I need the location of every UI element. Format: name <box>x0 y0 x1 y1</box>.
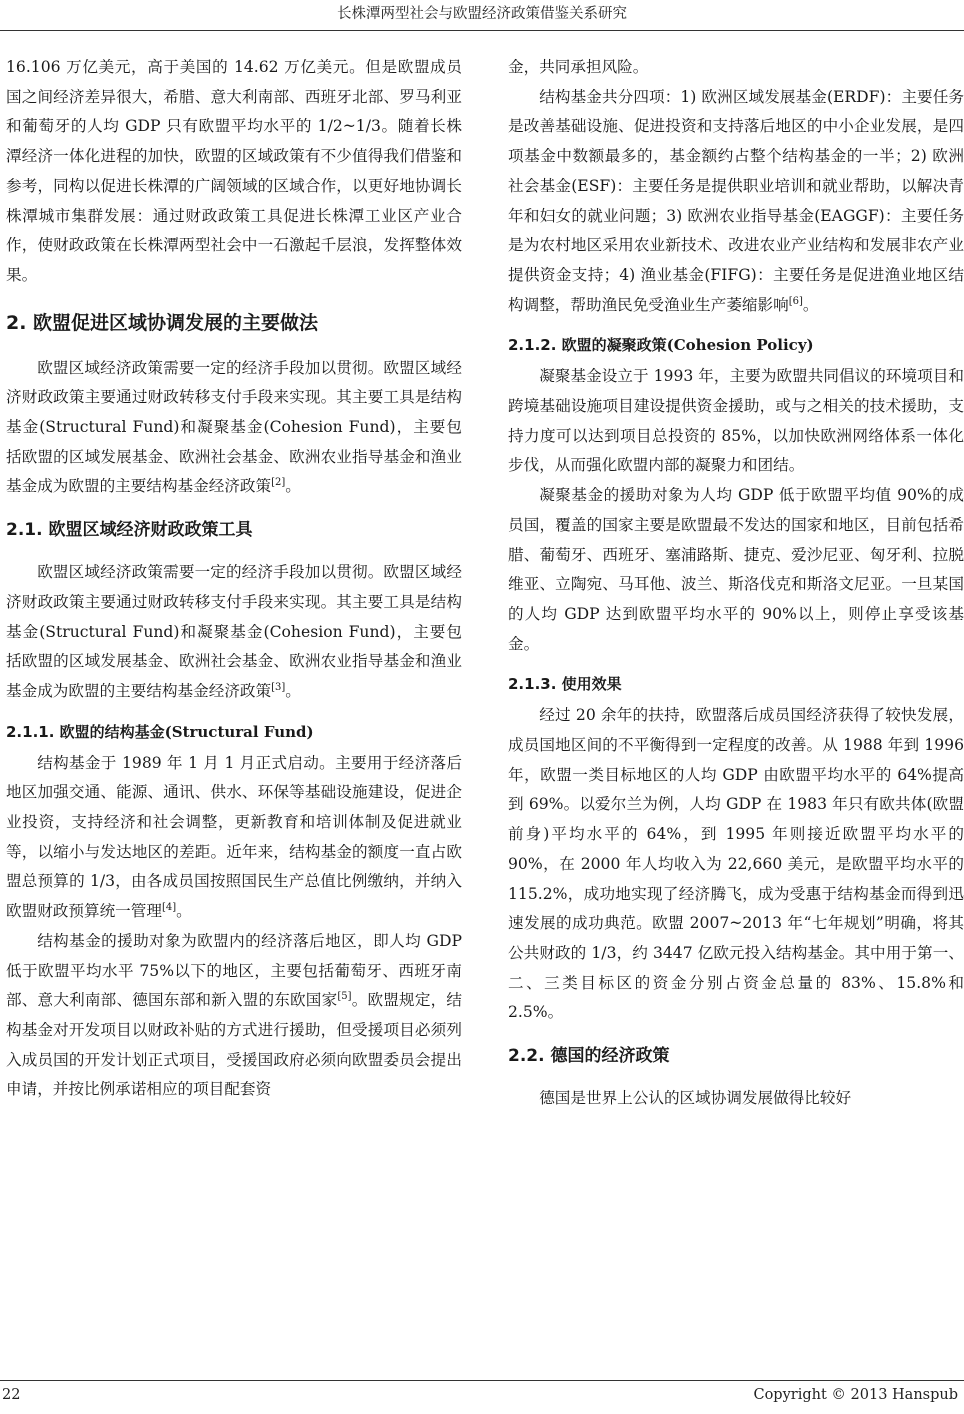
paragraph-structural-fund-intro <box>6 749 462 927</box>
section-heading-2: 2. 欧盟促进区域协调发展的主要做法 <box>6 311 319 334</box>
copyright-notice: Copyright © 2013 Hanspub <box>753 1387 958 1403</box>
section-heading-2-1-3: 2.1.3. 使用效果 <box>508 675 622 694</box>
citation-ref: [3] <box>271 681 286 693</box>
paragraph-end: 。 <box>176 902 192 921</box>
paragraph-section-2-1 <box>6 558 462 707</box>
citation-ref: [6] <box>788 295 803 307</box>
footer-rule <box>0 1380 964 1381</box>
heading-cn: 2.1.2. 欧盟的凝聚政策 <box>508 336 667 355</box>
paragraph-text: 欧盟区域经济政策需要一定的经济手段加以贯彻。欧盟区域经济财政政策主要通过财政转移支付手段来实现。其主要工具是结构基金(Structural Fund)和凝聚基金(Cohesion Fund)，主要包括欧盟的区域发展基金、欧洲社会基金、欧洲农业指导基金和渔业基金成为欧盟的主要结构基金经济政策 <box>6 563 462 700</box>
paragraph-cohesion-fund-intro: 凝聚基金设立于 1993 年，主要为欧盟共同倡议的环境项目和跨境基础设施项目建设提供资金援助，或与之相关的技术援助，支持力度可以达到项目总投资的 85%，以加快欧洲网络体系一体化步伐，从而强化欧盟内部的凝聚力和团结。 <box>508 367 964 475</box>
paragraph-end: 。 <box>285 681 301 700</box>
heading-cn: 2.1.1. 欧盟的结构基金 <box>6 722 165 741</box>
paragraph-end: 。 <box>802 295 819 314</box>
paragraph-four-funds <box>508 83 964 321</box>
paragraph-cohesion-fund-targets: 凝聚基金的援助对象为人均 GDP 低于欧盟平均值 90%的成员国，覆盖的国家主要是欧盟最不发达的国家和地区，目前包括希腊、葡萄牙、西班牙、塞浦路斯、捷克、爱沙尼亚、匈牙利、拉脱维亚、立陶宛、马耳他、波兰、斯洛伐克和斯洛文尼亚。一旦某国的人均 GDP 达到欧盟平均水平的 90%以上，则停止享受该基金。 <box>508 486 964 653</box>
running-header-title: 长株潭两型社会与欧盟经济政策借鉴关系研究 <box>337 6 627 22</box>
paragraph-continuation: 金，共同承担风险。 <box>508 58 649 76</box>
paragraph-text: 欧盟区域经济政策需要一定的经济手段加以贯彻。欧盟区域经济财政政策主要通过财政转移支付手段来实现。其主要工具是结构基金(Structural Fund)和凝聚基金(Cohesion Fund)，主要包括欧盟的区域发展基金、欧洲社会基金、欧洲农业指导基金和渔业基金成为欧盟的主要结构基金经济政策 <box>6 358 462 496</box>
citation-ref: [4] <box>161 901 177 913</box>
citation-ref: [5] <box>337 991 352 1003</box>
paragraph-text: 结构基金于 1989 年 1 月 1 月正式启动。主要用于经济落后地区加强交通、能源、通讯、供水、环保等基础设施建设，促进企业投资，支持经济和社会调整，更新教育和培训体制及促进就业等，以缩小与发达地区的差距。近年来，结构基金的额度一直占欧盟总预算的 1/3，由各成员国按照国民生产总值比例缴纳，并纳入欧盟财政预算统一管理 <box>6 753 462 921</box>
right-column <box>508 53 964 1114</box>
paragraph-intro: 16.106 万亿美元，高于美国的 14.62 万亿美元。但是欧盟成员国之间经济差异很大，希腊、意大利南部、西班牙北部、罗马利亚和葡萄牙的人均 GDP 只有欧盟平均水平的 1/2~1/3。随着长株潭经济一体化进程的加快，欧盟的区域政策有不少值得我们借鉴和参考，同构以促进长株潭的广阔领域的区域合作，以更好地协调长株潭城市集群发展：通过财政政策工具促进长株潭工业区产业合作，使财政政策在长株潭两型社会中一石激起千层浪，发挥整体效果。 <box>6 58 462 284</box>
paragraph-end: 。 <box>285 477 301 496</box>
section-heading-2-1-2 <box>508 332 964 358</box>
paragraph-text: 结构基金的援助对象为欧盟内的经济落后地区，即人均 GDP 低于欧盟平均水平 75%以下的地区，主要包括葡萄牙、西班牙南部、意大利南部、德国东部和新入盟的东欧国家 <box>6 931 462 1010</box>
paragraph-germany: 德国是世界上公认的区域协调发展做得比较好 <box>539 1089 852 1108</box>
page-number: 22 <box>2 1387 21 1403</box>
heading-en: (Cohesion Policy) <box>666 336 814 355</box>
left-column <box>6 53 462 1105</box>
paragraph-text: 结构基金共分四项：1) 欧洲区域发展基金(ERDF)：主要任务是改善基础设施、促进投资和支持落后地区的中小企业发展，是四项基金中数额最多的，基金额约占整个结构基金的一半；2) 欧洲社会基金(ESF)：主要任务是提供职业培训和就业帮助，以解决青年和妇女的就业问题；3) 欧洲农业指导基金(EAGGF)：主要任务是为农村地区采用农业新技术、改进农业产业结构和发展非农产业提供资金支持；4) 渔业基金(FIFG)：主要任务是促进渔业地区结构调整，帮助渔民免受渔业生产萎缩影响 <box>508 87 964 314</box>
section-heading-2-2: 2.2. 德国的经济政策 <box>508 1046 670 1067</box>
paragraph-effects: 经过 20 余年的扶持，欧盟落后成员国经济获得了较快发展，成员国地区间的不平衡得到一定程度的改善。从 1988 年到 1996 年，欧盟一类目标地区的人均 GDP 由欧盟平均水平的 64%提高到 69%。以爱尔兰为例，人均 GDP 在 1983 年只有欧共体(欧盟前身)平均水平的 64%，到 1995 年则接近欧盟平均水平的 90%，在 2000 年人均收入为 22,660 美元，是欧盟平均水平的 115.2%，成功地实现了经济腾飞，成为受惠于结构基金而得到迅速发展的成功典范。欧盟 2007~2013 年“七年规划”明确，将其公共财政的 1/3，约 3447 亿欧元投入结构基金。其中用于第一、二、三类目标区的资金分别占资金总量的 83%、15.8%和 2.5%。 <box>508 706 964 1022</box>
paragraph-section-2 <box>6 354 462 503</box>
paragraph-text-cont: 。欧盟规定，结构基金对开发项目以财政补贴的方式进行援助，但受援项目必须列入成员国的开发计划正式项目，受援国政府必须向欧盟委员会提出申请，并按比例承诺相应的项目配套资 <box>6 991 462 1099</box>
header-rule <box>0 30 964 31</box>
citation-ref: [2] <box>271 477 286 489</box>
section-heading-2-1: 2.1. 欧盟区域经济财政政策工具 <box>6 520 253 541</box>
heading-en: (Structural Fund) <box>164 722 314 741</box>
section-heading-2-1-1 <box>6 719 462 745</box>
paragraph-structural-fund-targets <box>6 927 462 1105</box>
